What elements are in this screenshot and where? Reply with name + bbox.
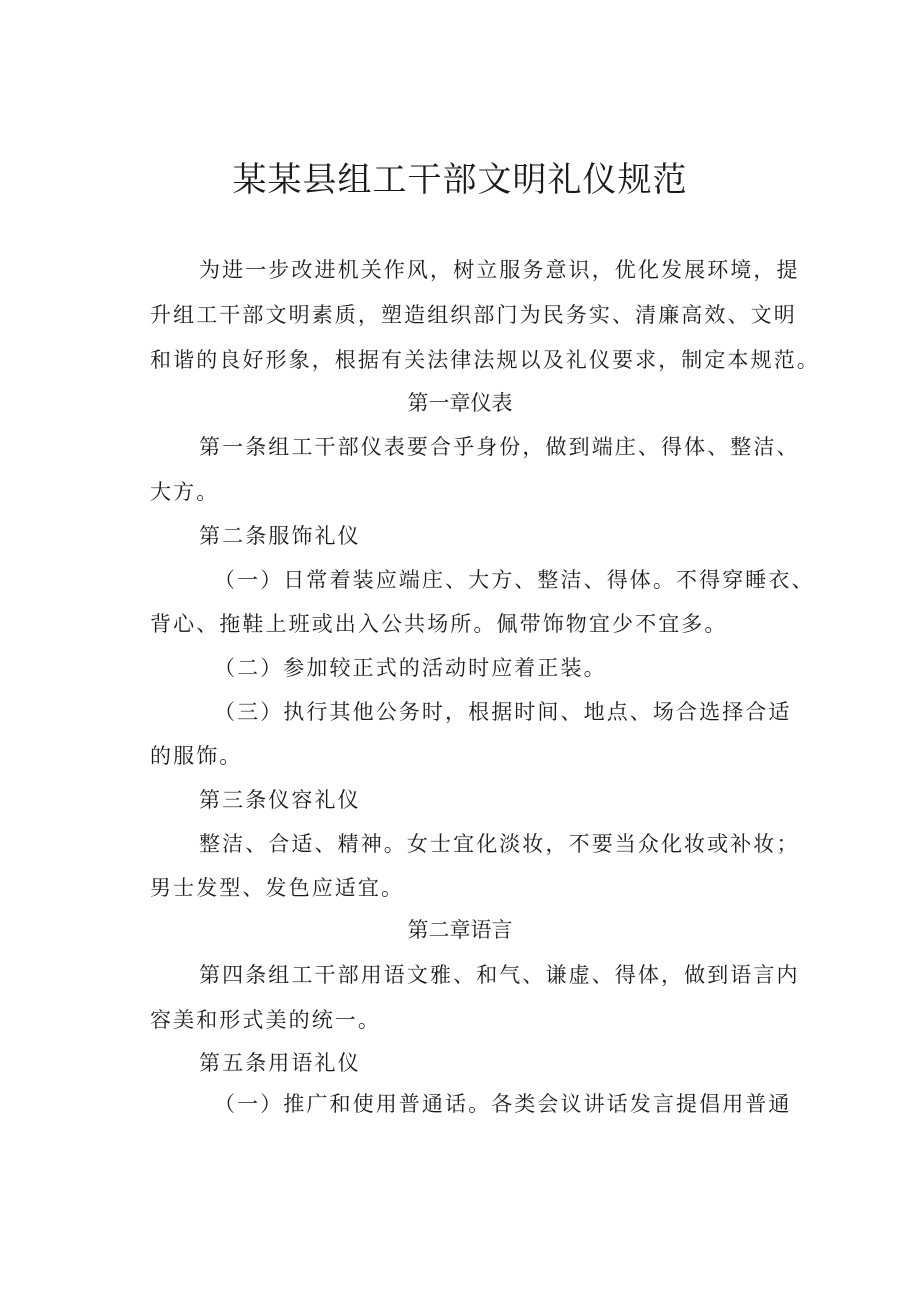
intro-line-2: 升组工干部文明素质，塑造组织部门为民务实、清廉高效、文明 xyxy=(150,303,797,327)
chapter-heading-1: 第一章仪表 xyxy=(407,391,513,415)
article-4-line-2: 容美和形式美的统一。 xyxy=(150,1008,381,1032)
article-1-line-1: 第一条组工干部仪表要合乎身份，做到端庄、得体、整洁、 xyxy=(199,435,800,459)
article-5-item-1-line-1: （一）推广和使用普通话。各类会议讲话发言提倡用普通 xyxy=(214,1092,792,1116)
chapter-heading-2: 第二章语言 xyxy=(407,918,513,942)
article-1-line-2: 大方。 xyxy=(150,480,220,504)
intro-line-1: 为进一步改进机关作风，树立服务意识，优化发展环境，提 xyxy=(199,258,800,282)
article-3-line-1: 整洁、合适、精神。女士宜化淡妆，不要当众化妆或补妆； xyxy=(199,832,800,856)
article-2-heading: 第二条服饰礼仪 xyxy=(199,524,361,548)
article-2-item-3-line-2: 的服饰。 xyxy=(150,744,243,768)
article-4-line-1: 第四条组工干部用语文雅、和气、谦虚、得体，做到语言内 xyxy=(199,963,800,987)
document-title: 某某县组工干部文明礼仪规范 xyxy=(232,160,688,200)
article-2-item-3-line-1: （三）执行其他公务时，根据时间、地点、场合选择合适 xyxy=(214,700,792,724)
article-5-heading: 第五条用语礼仪 xyxy=(199,1051,361,1075)
article-2-item-1-line-2: 背心、拖鞋上班或出入公共场所。佩带饰物宜少不宜多。 xyxy=(150,612,728,636)
article-3-line-2: 男士发型、发色应适宜。 xyxy=(150,876,405,900)
intro-line-3: 和谐的良好形象，根据有关法律法规以及礼仪要求，制定本规范。 xyxy=(150,348,820,372)
article-3-heading: 第三条仪容礼仪 xyxy=(199,788,361,812)
article-2-item-2: （二）参加较正式的活动时应着正装。 xyxy=(214,656,607,680)
article-2-item-1-line-1: （一）日常着装应端庄、大方、整洁、得体。不得穿睡衣、 xyxy=(214,568,815,592)
